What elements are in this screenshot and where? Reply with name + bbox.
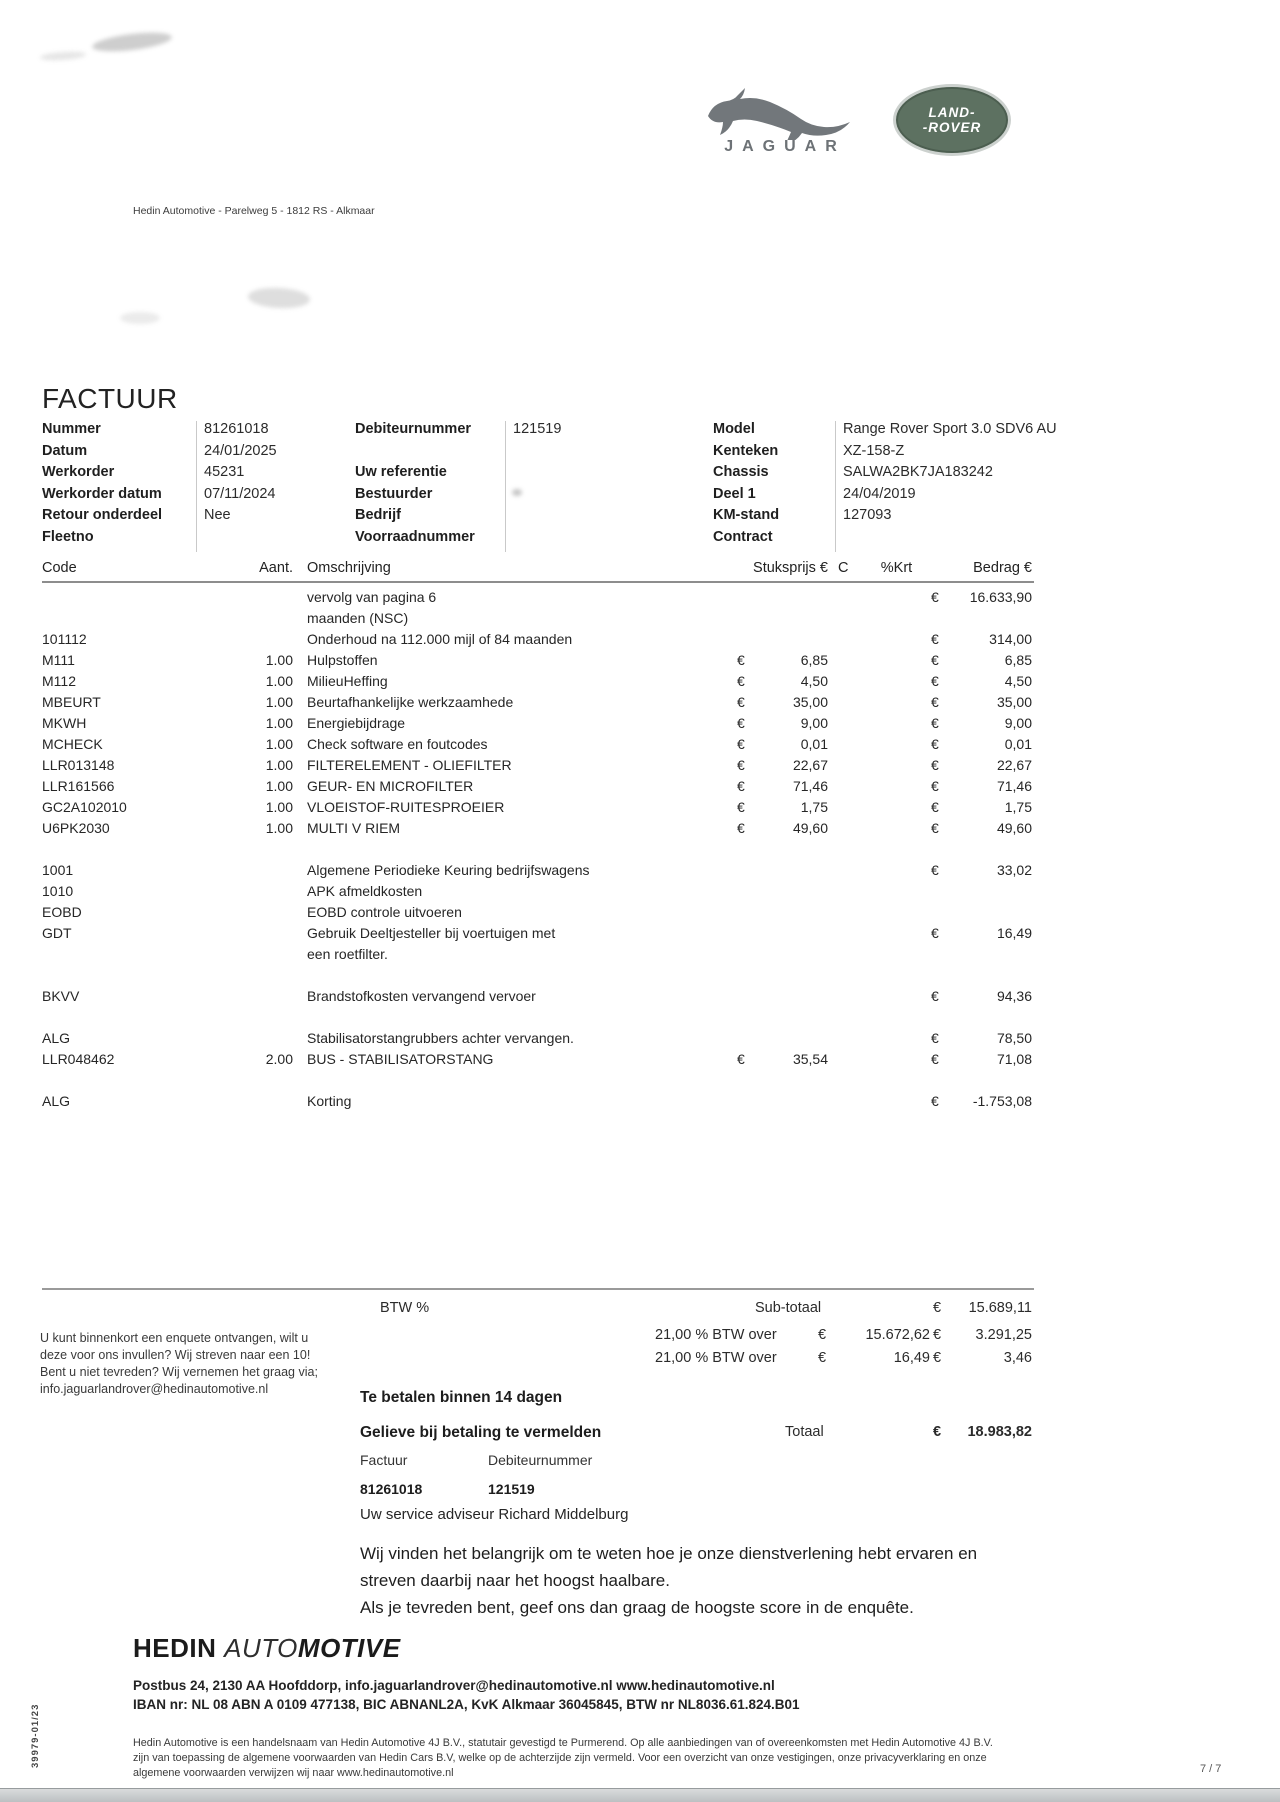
cell-description: MULTI V RIEM [307, 820, 401, 836]
info-value: 45231 [204, 464, 245, 480]
cell-description: MilieuHeffing [307, 673, 388, 689]
scan-edge [0, 1788, 1280, 1802]
cell-amount: 314,00 [989, 631, 1032, 647]
info-label: Chassis [713, 464, 769, 480]
cell-qty: 1.00 [265, 694, 293, 710]
cell-amount-euro: € [931, 988, 939, 1004]
table-row [42, 610, 1032, 631]
cell-description: vervolg van pagina 6 [307, 589, 437, 605]
footer-contact [133, 1676, 800, 1714]
cell-description: Gebruik Deeltjesteller bij voertuigen met [307, 925, 556, 941]
cell-amount-euro: € [931, 673, 939, 689]
cell-description: Korting [307, 1093, 352, 1109]
info-label: Deel 1 [713, 485, 756, 502]
cell-description: Energiebijdrage [307, 715, 406, 731]
info-value: 81261018 [204, 421, 269, 437]
table-row [42, 799, 1032, 820]
cell-code: 101112 [42, 631, 87, 647]
cell-qty: 1.00 [265, 820, 293, 836]
brand-auto: AUTO [224, 1633, 298, 1663]
col-header-unit-price: Stuksprijs € [753, 560, 828, 576]
cell-code: M112 [42, 673, 76, 689]
table-row [42, 589, 1032, 610]
note-line: Bent u niet tevreden? Wij vernemen het graag via; [40, 1365, 318, 1379]
cell-amount: 71,46 [996, 778, 1032, 794]
info-label: Fleetno [42, 528, 94, 545]
column-divider [505, 421, 506, 552]
cell-unit-price: 0,01 [800, 736, 828, 752]
cell-unit-price: 6,85 [800, 652, 828, 668]
ref-factuur-label: Factuur [360, 1452, 408, 1468]
reference-values [42, 1481, 1032, 1503]
cell-description: FILTERELEMENT - OLIEFILTER [307, 757, 512, 773]
info-value: XZ-158-Z [843, 442, 905, 459]
survey-note [40, 1330, 318, 1398]
table-row [42, 757, 1032, 778]
table-row [42, 883, 1032, 904]
legal-line: algemene voorwaarden verwijzen wij naar www.hedinautomotive.nl [133, 1767, 454, 1779]
cell-amount-euro: € [931, 694, 939, 710]
page-number: 7 / 7 [1200, 1763, 1222, 1775]
cell-unit-euro: € [737, 736, 745, 752]
info-value: 121519 [513, 421, 562, 437]
cell-description: BUS - STABILISATORSTANG [307, 1051, 494, 1067]
cell-code: BKVV [42, 988, 80, 1004]
info-label: Nummer [42, 421, 101, 437]
info-row [713, 421, 1057, 443]
info-value: 07/11/2024 [204, 485, 276, 502]
cell-code: 1001 [42, 862, 74, 878]
cell-qty: 1.00 [265, 715, 293, 731]
column-divider [196, 421, 197, 552]
cell-description: Hulpstoffen [307, 652, 378, 668]
cell-amount: 9,00 [1004, 715, 1032, 731]
table-header [42, 560, 1032, 576]
cell-amount-euro: € [931, 1093, 939, 1109]
info-row [42, 507, 277, 529]
table-row [42, 631, 1032, 652]
table-row [42, 1051, 1032, 1072]
cell-unit-price: 1,75 [800, 799, 828, 815]
info-value: 127093 [843, 507, 892, 523]
info-value: SALWA2BK7JA183242 [843, 464, 993, 480]
info-row [355, 443, 561, 465]
info-value: 24/01/2025 [204, 442, 277, 459]
cell-amount-euro: € [931, 631, 939, 647]
col-header-code: Code [42, 560, 77, 576]
col-header-qty: Aant. [259, 560, 293, 576]
cell-unit-price: 9,00 [800, 715, 828, 731]
cell-amount: 0,01 [1004, 736, 1032, 752]
cell-unit-euro: € [737, 820, 745, 836]
info-label: Werkorder datum [42, 485, 162, 502]
table-row [42, 694, 1032, 715]
info-row [713, 464, 1057, 486]
info-label: Contract [713, 528, 773, 545]
cell-amount: 49,60 [996, 820, 1032, 836]
cell-code: LLR161566 [42, 778, 115, 794]
info-row [713, 486, 1057, 508]
cell-description: VLOEISTOF-RUITESPROEIER [307, 799, 505, 815]
payment-note: Gelieve bij betaling te vermelden [360, 1424, 602, 1441]
footer-brand [133, 1633, 401, 1664]
cell-unit-euro: € [737, 673, 745, 689]
euro-sign: € [933, 1300, 942, 1316]
total-label: Totaal [785, 1424, 824, 1440]
info-row [713, 529, 1057, 551]
cell-unit-euro: € [737, 652, 745, 668]
vat-base: 15.672,62 [865, 1327, 930, 1343]
info-row [42, 421, 277, 443]
landrover-logo-icon [893, 84, 1011, 156]
cell-amount-euro: € [931, 1051, 939, 1067]
cell-description: Algemene Periodieke Keuring bedrijfswagens [307, 862, 590, 878]
cell-amount-euro: € [931, 862, 939, 878]
column-divider [835, 421, 836, 552]
cell-code: M111 [42, 652, 75, 668]
landrover-text-top: LAND- [928, 105, 976, 120]
cell-description: Beurtafhankelijke werkzaamhede [307, 694, 514, 710]
cell-description: een roetfilter. [307, 946, 388, 962]
invoice-lines [42, 589, 1032, 1114]
cell-qty: 1.00 [265, 736, 293, 752]
brand-motive: MOTIVE [297, 1633, 401, 1663]
footer-contact-line: Postbus 24, 2130 AA Hoofddorp, info.jaguarlandrover@hedinautomotive.nl www.hedinautomotive.nl [133, 1678, 775, 1693]
scan-smudge [248, 286, 311, 309]
cell-code: MKWH [42, 715, 87, 731]
subtotal-label: Sub-totaal [755, 1300, 822, 1316]
cell-unit-price: 4,50 [800, 673, 828, 689]
info-value: 24/04/2019 [843, 485, 916, 502]
cell-amount: 4,50 [1004, 673, 1032, 689]
footer-bank-line: IBAN nr: NL 08 ABN A 0109 477138, BIC ABNANL2A, KvK Alkmaar 36045845, BTW nr NL8036.61.824.B01 [133, 1697, 800, 1712]
col-header-description: Omschrijving [307, 560, 391, 576]
cell-qty: 2.00 [265, 1051, 293, 1067]
info-row [355, 529, 561, 551]
cell-amount: 33,02 [996, 862, 1032, 878]
legal-line: zijn van toepassing de algemene voorwaarden van Hedin Cars B.V, welke op de achterzijde zijn vermeld. Voor een overzicht van onze vestigingen, onze privacyverklaring en onze [133, 1752, 987, 1764]
col-header-c: C [838, 560, 849, 576]
info-row [42, 443, 277, 465]
note-line: deze voor ons invullen? Wij streven naar een 10! [40, 1348, 311, 1362]
col-header-amount: Bedrag € [973, 560, 1032, 576]
cell-qty: 1.00 [265, 652, 293, 668]
cell-unit-euro: € [737, 715, 745, 731]
cell-unit-euro: € [737, 799, 745, 815]
cell-description: EOBD controle uitvoeren [307, 904, 462, 920]
info-label: Bestuurder [355, 485, 433, 502]
ref-debiteur-value: 121519 [488, 1481, 535, 1497]
cell-amount-euro: € [931, 925, 939, 941]
customer-message [360, 1540, 977, 1621]
info-row [355, 464, 561, 486]
cell-qty: 1.00 [265, 799, 293, 815]
euro-sign: € [933, 1327, 942, 1343]
sender-address-line: Hedin Automotive - Parelweg 5 - 1812 RS - Alkmaar [133, 205, 375, 217]
cell-description: Stabilisatorstangrubbers achter vervangen. [307, 1030, 574, 1046]
cell-amount: 6,85 [1004, 652, 1032, 668]
cell-unit-euro: € [737, 757, 745, 773]
info-row [355, 421, 561, 443]
cell-amount: 22,67 [996, 757, 1032, 773]
info-label: KM-stand [713, 507, 780, 523]
info-row [42, 464, 277, 486]
cell-amount: -1.753,08 [972, 1093, 1032, 1109]
cell-amount-euro: € [931, 799, 939, 815]
cell-code: MBEURT [42, 694, 101, 710]
info-label: Bedrijf [355, 507, 401, 523]
footer-legal [133, 1736, 993, 1781]
vat-base: 16,49 [893, 1350, 930, 1366]
cell-description: maanden (NSC) [307, 610, 409, 626]
brand-hedin: HEDIN [133, 1633, 217, 1663]
cell-unit-euro: € [737, 1051, 745, 1067]
info-value: Nee [204, 507, 231, 523]
total-value: 18.983,82 [967, 1424, 1032, 1440]
vat-amount: 3,46 [1003, 1350, 1032, 1366]
jaguar-logo-icon [700, 80, 870, 140]
cell-unit-price: 49,60 [792, 820, 828, 836]
info-row [42, 529, 277, 551]
info-label: Uw referentie [355, 464, 447, 480]
info-row [713, 507, 1057, 529]
table-row [42, 652, 1032, 673]
info-label: Kenteken [713, 442, 779, 459]
btw-label: BTW % [380, 1300, 430, 1316]
vat-label: 21,00 % BTW over [655, 1327, 777, 1343]
scan-smudge [40, 50, 86, 61]
cell-amount: 78,50 [996, 1030, 1032, 1046]
info-label: Debiteurnummer [355, 421, 472, 437]
vat-label: 21,00 % BTW over [655, 1350, 777, 1366]
ref-factuur-value: 81261018 [360, 1481, 423, 1497]
cell-code: EOBD [42, 904, 82, 920]
cell-unit-price: 71,46 [792, 778, 828, 794]
cell-amount-euro: € [931, 715, 939, 731]
info-row [42, 486, 277, 508]
cell-code: ALG [42, 1030, 71, 1046]
cell-code: ALG [42, 1093, 71, 1109]
table-row [42, 820, 1032, 841]
total-row [42, 1424, 1032, 1446]
info-column-left [42, 421, 277, 550]
info-column-right [713, 421, 1057, 550]
landrover-text-bottom: -ROVER [922, 120, 982, 135]
euro-sign: € [933, 1424, 942, 1440]
note-line: U kunt binnenkort een enquete ontvangen, wilt u [40, 1331, 309, 1345]
info-row [355, 486, 561, 508]
cell-qty: 1.00 [265, 673, 293, 689]
cell-description: Brandstofkosten vervangend vervoer [307, 988, 536, 1004]
cell-code: GDT [42, 925, 72, 941]
cell-code: MCHECK [42, 736, 103, 752]
cell-amount: 16,49 [996, 925, 1032, 941]
scan-smudge [91, 29, 172, 55]
table-row [42, 1093, 1032, 1114]
reference-labels [42, 1452, 1032, 1474]
table-row [42, 1030, 1032, 1051]
cell-amount-euro: € [931, 778, 939, 794]
cell-unit-euro: € [737, 778, 745, 794]
info-value: Range Rover Sport 3.0 SDV6 AU [843, 421, 1057, 437]
cell-unit-euro: € [737, 694, 745, 710]
totals-rule [42, 1288, 1034, 1290]
cell-description: APK afmeldkosten [307, 883, 423, 899]
cell-unit-price: 35,54 [792, 1051, 828, 1067]
cell-amount-euro: € [931, 736, 939, 752]
ref-debiteur-label: Debiteurnummer [488, 1452, 593, 1468]
table-row [42, 715, 1032, 736]
form-code: 39979-01/23 [30, 1703, 41, 1768]
info-label: Voorraadnummer [355, 528, 475, 545]
cell-amount-euro: € [931, 1030, 939, 1046]
table-row [42, 778, 1032, 799]
payment-terms: Te betalen binnen 14 dagen [360, 1389, 563, 1406]
euro-sign: € [818, 1327, 827, 1343]
euro-sign: € [933, 1350, 942, 1366]
service-advisor: Uw service adviseur Richard Middelburg [360, 1506, 629, 1523]
table-row [42, 673, 1032, 694]
cell-code: GC2A102010 [42, 799, 127, 815]
subtotal-row [42, 1300, 1032, 1322]
cell-qty: 1.00 [265, 757, 293, 773]
info-row [355, 507, 561, 529]
cell-description: GEUR- EN MICROFILTER [307, 778, 474, 794]
message-line: Wij vinden het belangrijk om te weten hoe je onze dienstverlening hebt ervaren en [360, 1544, 978, 1563]
jaguar-wordmark: JAGUAR [724, 138, 846, 155]
cell-code: LLR048462 [42, 1051, 115, 1067]
cell-code: U6PK2030 [42, 820, 110, 836]
cell-qty: 1.00 [265, 778, 293, 794]
info-label: Retour onderdeel [42, 507, 163, 523]
cell-unit-price: 35,00 [792, 694, 828, 710]
header-rule [42, 581, 1034, 583]
cell-code: 1010 [42, 883, 74, 899]
table-row [42, 862, 1032, 883]
cell-code: LLR013148 [42, 757, 115, 773]
note-line: info.jaguarlandrover@hedinautomotive.nl [40, 1382, 269, 1396]
scan-smudge [120, 312, 160, 324]
cell-amount: 1,75 [1004, 799, 1032, 815]
cell-description: Onderhoud na 112.000 mijl of 84 maanden [307, 631, 573, 647]
cell-amount: 71,08 [996, 1051, 1032, 1067]
legal-line: Hedin Automotive is een handelsnaam van Hedin Automotive 4J B.V., statutair gevestigd te Purmerend. Op alle aanbiedingen van of overeenkomsten met Hedin Automotive 4J B.V. [133, 1737, 993, 1749]
message-line: streven daarbij naar het hoogst haalbare. [360, 1571, 670, 1590]
euro-sign: € [818, 1350, 827, 1366]
col-header-discount: %Krt [880, 560, 913, 576]
info-column-middle [355, 421, 561, 550]
cell-amount-euro: € [931, 820, 939, 836]
info-row [713, 443, 1057, 465]
cell-amount: 94,36 [996, 988, 1032, 1004]
cell-amount-euro: € [931, 652, 939, 668]
table-row [42, 904, 1032, 925]
info-label: Model [713, 421, 755, 437]
table-row [42, 925, 1032, 946]
info-label: Werkorder [42, 464, 115, 480]
cell-amount-euro: € [931, 757, 939, 773]
message-line: Als je tevreden bent, geef ons dan graag de hoogste score in de enquête. [360, 1598, 914, 1617]
subtotal-value: 15.689,11 [968, 1300, 1032, 1316]
cell-amount: 35,00 [996, 694, 1032, 710]
page-title: FACTUUR [42, 383, 178, 414]
table-row [42, 946, 1032, 967]
cell-description: Check software en foutcodes [307, 736, 488, 752]
info-label: Datum [42, 442, 88, 459]
cell-unit-price: 22,67 [792, 757, 828, 773]
cell-amount: 16.633,90 [969, 589, 1032, 605]
cell-amount-euro: € [931, 589, 939, 605]
vat-amount: 3.291,25 [975, 1327, 1032, 1343]
table-row [42, 988, 1032, 1009]
table-row [42, 736, 1032, 757]
